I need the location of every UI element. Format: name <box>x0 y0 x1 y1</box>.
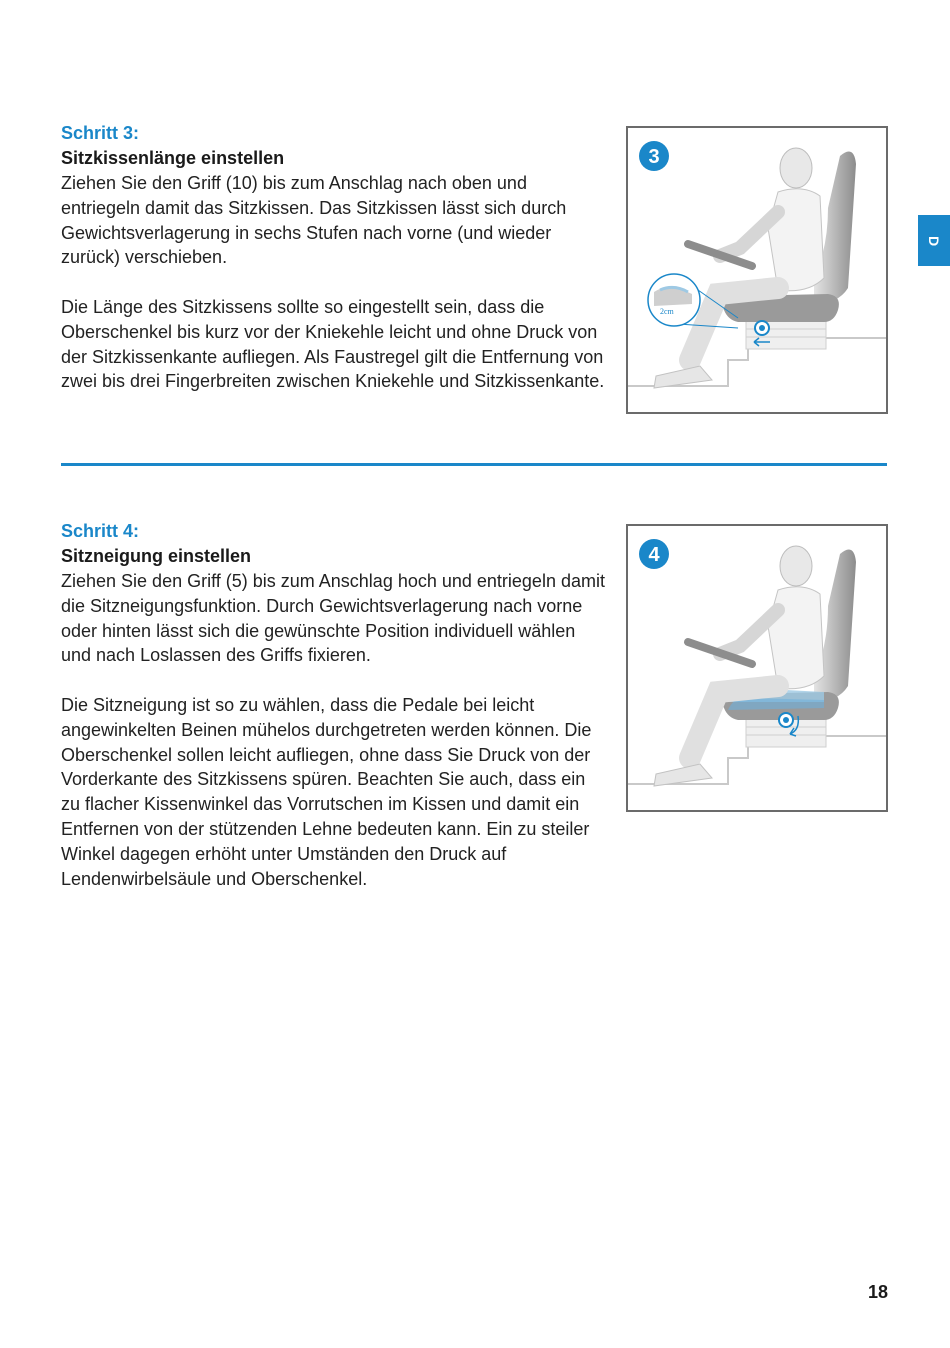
page-number: 18 <box>867 1282 888 1302</box>
step-3-section <box>61 121 621 394</box>
language-tab-label: D <box>926 235 942 246</box>
language-tab[interactable] <box>918 215 950 266</box>
step-4-title: Sitzneigung einstellen <box>61 546 252 566</box>
step-3-title: Sitzkissenlänge einstellen <box>61 148 285 168</box>
step-3-illustration <box>626 126 888 414</box>
seat-tilt-drawing <box>628 526 886 810</box>
section-divider <box>61 463 887 466</box>
step-4-section <box>61 519 621 891</box>
step-4-label: Schritt 4: <box>61 521 140 541</box>
step-4-paragraph-1: Ziehen Sie den Griff (5) bis zum Anschlag hoch und entriegeln damit die Sitzneigungsfunktion. Durch Gewichtsverlagerung nach vorne oder hinten lässt sich die gewünschte Position individuell wählen und nach Loslassen des Griffs fixieren. <box>61 571 605 666</box>
step-4-illustration <box>626 524 888 812</box>
driver-figure <box>654 546 824 786</box>
step-3-badge-number: 3 <box>648 146 660 168</box>
step-3-paragraph-1: Ziehen Sie den Griff (10) bis zum Anschlag nach oben und entriegeln damit das Sitzkissen. Das Sitzkissen lässt sich durch Gewichtsverlagerung in sechs Stufen nach vorne (und wieder zurück) verschieben. <box>61 173 567 268</box>
driver-figure <box>654 148 824 388</box>
zoom-detail-label: 2cm <box>660 307 674 316</box>
step-3-paragraph-2: Die Länge des Sitzkissens sollte so eingestellt sein, dass die Oberschenkel bis kurz vor der Kniekehle leicht und ohne Druck von der Sitzkissenkante aufliegen. Als Faustregel gilt die Entfernung von zwei bis drei Fingerbreiten zwischen Kniekehle und Sitzkissenkante. <box>61 296 605 392</box>
step-4-paragraph-2: Die Sitzneigung ist so zu wählen, dass die Pedale bei leicht angewinkelten Beinen mühelos durchgetreten werden können. Die Oberschenkel sollen leicht aufliegen, ohne dass Sie Druck von der Vorderkante des Sitzkissens spüren. Beachten Sie auch, dass ein zu flacher Kissenwinkel das Vorrutschen im Kissen und damit ein Entfernen von der stützenden Lehne bedeuten kann. Ein zu steiler Winkel dagegen erhöht unter Umständen den Druck auf Lendenwirbelsäule und Oberschenkel. <box>61 694 592 889</box>
step-4-badge-number: 4 <box>648 544 660 566</box>
step-3-label: Schritt 3: <box>61 123 140 143</box>
seat-length-drawing <box>628 128 886 412</box>
